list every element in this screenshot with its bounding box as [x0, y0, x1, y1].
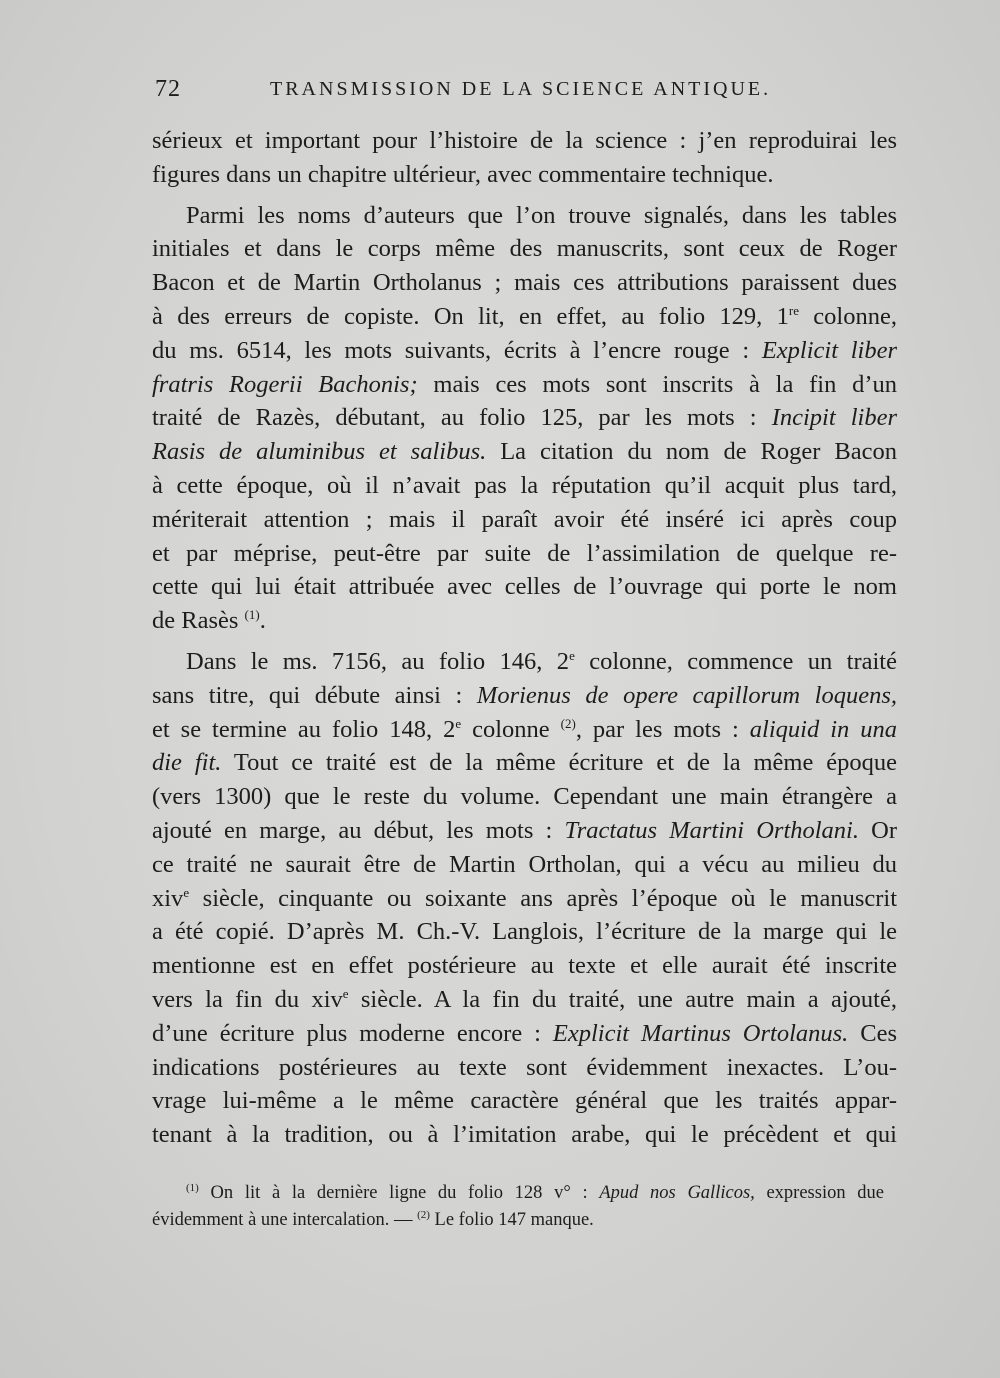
text-run: d’une écriture plus moderne encore :	[152, 1019, 553, 1047]
italic-latin-text: Rasis de aluminibus et salibus.	[152, 438, 487, 466]
italic-latin-text: fratris Rogerii Bachonis;	[152, 370, 418, 398]
text-run: Le folio 147 manque.	[429, 1210, 594, 1230]
superscript: (1)	[244, 607, 260, 623]
text-run: Bacon et de Martin Ortholanus ; mais ces attributions paraissent dues	[152, 269, 897, 297]
text-run: Ces	[848, 1019, 898, 1047]
text-run: mais ces mots sont inscrits à la fin d’un	[417, 370, 898, 398]
text-line	[152, 199, 897, 233]
paragraph	[152, 124, 897, 192]
text-line	[152, 882, 897, 916]
italic-latin-text: Tractatus Martini Ortholani.	[564, 816, 859, 844]
page-number: 72	[155, 76, 181, 102]
paragraph	[152, 645, 897, 1152]
italic-latin-text: die fit.	[152, 749, 222, 777]
italic-latin-text: Explicit Martinus Ortolanus.	[552, 1019, 849, 1047]
text-line	[152, 401, 897, 435]
text-line	[152, 537, 897, 571]
superscript: e	[569, 647, 575, 663]
superscript: e	[342, 985, 349, 1001]
text-run: indications postérieures au texte sont évidemment inexactes. L’ou-	[152, 1053, 897, 1081]
text-run: sans titre, qui débute ainsi :	[152, 681, 477, 709]
superscript: (1)	[186, 1182, 199, 1194]
text-line	[152, 1118, 897, 1152]
text-run: à des erreurs de copiste. On lit, en effet, au folio 129, 1	[152, 302, 789, 330]
text-line	[152, 266, 897, 300]
text-line	[152, 679, 897, 713]
text-line	[152, 1084, 897, 1118]
text-run: Parmi les noms d’auteurs que l’on trouve signalés, dans les tables	[186, 201, 897, 229]
text-run: traité de Razès, débutant, au folio 125, par les mots :	[152, 404, 772, 432]
text-line	[152, 848, 897, 882]
text-line	[152, 949, 897, 983]
text-run: évidemment à une intercalation. —	[152, 1210, 418, 1230]
text-run: On lit à la dernière ligne du folio 128 v° :	[198, 1183, 600, 1203]
text-run: siècle. A la fin du traité, une autre main a ajouté,	[348, 985, 897, 1013]
text-run: colonne,	[798, 302, 897, 330]
superscript: e	[455, 715, 462, 731]
text-line	[152, 570, 897, 604]
running-title: TRANSMISSION DE LA SCIENCE ANTIQUE.	[270, 78, 772, 100]
italic-latin-text: aliquid in una	[749, 715, 897, 743]
text-run: La citation du nom de Roger Bacon	[486, 438, 897, 466]
text-run: sérieux et important pour l’histoire de la science : j’en reproduirai les	[152, 127, 897, 154]
text-run: et se termine au folio 148, 2	[152, 715, 456, 743]
text-run: vers la fin du xiv	[152, 985, 343, 1013]
text-run: mentionne est en effet postérieure au texte et elle aurait été inscrite	[152, 952, 897, 980]
text-run: tenant à la tradition, ou à l’imitation arabe, qui le précèdent et qui	[152, 1121, 897, 1149]
superscript: e	[183, 884, 190, 900]
text-run: (vers 1300) que le reste du volume. Cependant une main étrangère a	[152, 783, 897, 811]
text-run: de Rasès	[152, 607, 245, 635]
text-line	[152, 713, 897, 747]
text-run: et par méprise, peut-être par suite de l’assimilation de quelque re-	[152, 539, 897, 567]
text-run: Dans le ms. 7156, au folio 146, 2	[186, 647, 570, 675]
text-line	[152, 158, 897, 192]
paragraph	[152, 199, 897, 638]
text-line	[152, 814, 897, 848]
text-run: siècle, cinquante ou soixante ans après l’époque où le manuscrit	[189, 884, 897, 912]
text-line	[152, 983, 897, 1017]
text-run: vrage lui-même a le même caractère général que les traités appar-	[152, 1087, 897, 1115]
text-line	[152, 604, 897, 638]
text-line	[152, 124, 897, 158]
text-run: xiv	[152, 884, 184, 912]
text-run: initiales et dans le corps même des manuscrits, sont ceux de Roger	[152, 235, 897, 263]
italic-latin-text: Apud nos Gallicos,	[599, 1183, 755, 1203]
superscript: (2)	[417, 1209, 430, 1221]
text-run: a été copié. D’après M. Ch.-V. Langlois, l’écriture de la marge qui le	[152, 918, 897, 946]
text-run: , par les mots :	[575, 715, 750, 743]
text-line	[152, 300, 897, 334]
footnotes	[152, 1180, 884, 1234]
italic-latin-text: Explicit liber	[761, 336, 898, 364]
text-line	[152, 746, 897, 780]
text-run: Tout ce traité est de la même écriture et de la même époque	[221, 749, 897, 777]
italic-latin-text: Incipit liber	[771, 404, 897, 432]
text-run: du ms. 6514, les mots suivants, écrits à l’encre rouge :	[152, 336, 762, 364]
text-line	[152, 469, 897, 503]
text-run: cette qui lui était attribuée avec celles de l’ouvrage qui porte le nom	[152, 573, 897, 601]
page-header	[155, 76, 895, 110]
text-line	[152, 645, 897, 679]
text-run: ce traité ne saurait être de Martin Ortholan, qui a vécu au milieu du	[152, 850, 897, 878]
text-run: à cette époque, où il n’avait pas la réputation qu’il acquit plus tard,	[152, 471, 897, 499]
text-run: ajouté en marge, au début, les mots :	[152, 816, 565, 844]
body-text	[152, 124, 897, 1152]
text-line	[152, 368, 897, 402]
text-line	[152, 915, 897, 949]
text-run: figures dans un chapitre ultérieur, avec commentaire technique.	[152, 160, 774, 188]
superscript: (2)	[560, 715, 576, 731]
text-run: colonne	[461, 715, 561, 743]
text-line	[152, 780, 897, 814]
text-run: colonne, commence un traité	[574, 647, 897, 675]
text-run: .	[259, 607, 266, 635]
text-line	[152, 503, 897, 537]
text-run: expression due	[754, 1183, 884, 1203]
text-line	[152, 334, 897, 368]
text-line	[152, 1017, 897, 1051]
superscript: re	[788, 302, 799, 318]
text-line	[152, 232, 897, 266]
text-line	[152, 1051, 897, 1085]
italic-latin-text: Morienus de opere capillorum loquens,	[476, 681, 897, 709]
text-run: mériterait attention ; mais il paraît avoir été inséré ici après coup	[152, 505, 897, 533]
text-line	[152, 435, 897, 469]
footnote-line	[152, 1207, 884, 1234]
footnote-line	[152, 1180, 884, 1207]
text-run: Or	[859, 816, 898, 844]
